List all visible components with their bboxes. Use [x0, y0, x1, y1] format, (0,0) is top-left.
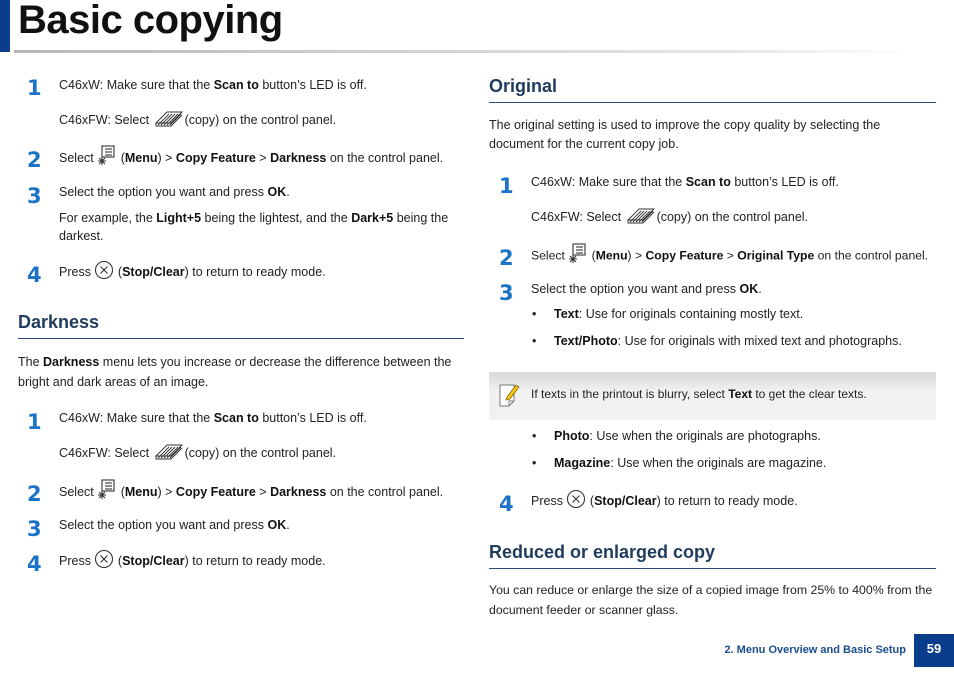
section-heading-darkness: Darkness: [18, 312, 100, 332]
step-number: 2: [499, 246, 514, 270]
note-text: If texts in the printout is blurry, select Text to get the clear texts.: [531, 387, 867, 401]
step-1-line-1: C46xW: Make sure that the Scan to button’s LED is off.: [59, 78, 367, 92]
section-divider: [489, 568, 936, 569]
menu-icon: [97, 479, 117, 506]
step-number: 1: [499, 174, 514, 198]
section-divider: [489, 102, 936, 103]
darkness-description: The Darkness menu lets you increase or decrease the difference between the bright and dark areas of an image.: [18, 355, 452, 389]
reduced-description: You can reduce or enlarge the size of a copied image from 25% to 400% from the document feeder or scanner glass.: [489, 583, 933, 617]
original-step-3-text: Select the option you want and press OK.: [531, 282, 762, 296]
stop-clear-icon: [94, 260, 114, 285]
menu-icon: [97, 145, 117, 172]
step-3-example: For example, the Light+5 being the lightest, and the Dark+5 being the darkest.: [59, 211, 449, 243]
original-description: The original setting is used to improve the copy quality by selecting the document for the current copy job.: [489, 118, 881, 151]
note-icon: [497, 381, 521, 412]
title-accent-bar: [0, 0, 10, 52]
step-number: 3: [499, 281, 514, 305]
note-box: [489, 372, 936, 420]
copy-icon: [153, 108, 185, 133]
stop-clear-icon: [566, 489, 586, 514]
original-step-1-line-2: C46xFW: Select (copy) on the control panel.: [531, 205, 808, 230]
step-number: 1: [27, 76, 42, 100]
step-3-text: Select the option you want and press OK.: [59, 185, 290, 199]
step-number: 4: [499, 492, 514, 516]
darkness-step-4-text: Press (Stop/Clear) to return to ready mode.: [59, 549, 326, 574]
original-step-4-text: Press (Stop/Clear) to return to ready mode.: [531, 489, 798, 514]
step-4-text: Press (Stop/Clear) to return to ready mode.: [59, 260, 326, 285]
darkness-step-1-line-1: C46xW: Make sure that the Scan to button’s LED is off.: [59, 411, 367, 425]
step-2-text: Select (Menu) > Copy Feature > Darkness on the control panel.: [59, 145, 443, 172]
section-heading-original: Original: [489, 76, 558, 96]
page-title: Basic copying: [18, 0, 283, 42]
copy-icon: [625, 205, 657, 230]
menu-icon: [568, 243, 588, 270]
original-step-2-text: Select (Menu) > Copy Feature > Original Type on the control panel.: [531, 243, 928, 270]
step-number: 4: [27, 552, 42, 576]
step-number: 2: [27, 482, 42, 506]
chapter-link[interactable]: 2. Menu Overview and Basic Setup: [724, 644, 906, 656]
darkness-step-2-text: Select (Menu) > Copy Feature > Darkness on the control panel.: [59, 479, 443, 506]
section-divider: [18, 338, 464, 339]
darkness-step-3-text: Select the option you want and press OK.: [59, 518, 290, 532]
copy-icon: [153, 441, 185, 466]
page-number: 59: [914, 634, 954, 667]
step-number: 2: [27, 148, 42, 172]
darkness-step-1-line-2: C46xFW: Select (copy) on the control panel.: [59, 441, 336, 466]
step-number: 1: [27, 410, 42, 434]
title-divider: [14, 50, 914, 53]
step-number: 4: [27, 263, 42, 287]
original-step-1-line-1: C46xW: Make sure that the Scan to button’s LED is off.: [531, 175, 839, 189]
stop-clear-icon: [94, 549, 114, 574]
step-1-line-2: C46xFW: Select (copy) on the control panel.: [59, 108, 336, 133]
section-heading-reduced: Reduced or enlarged copy: [489, 542, 716, 562]
step-number: 3: [27, 184, 42, 208]
step-number: 3: [27, 517, 42, 541]
